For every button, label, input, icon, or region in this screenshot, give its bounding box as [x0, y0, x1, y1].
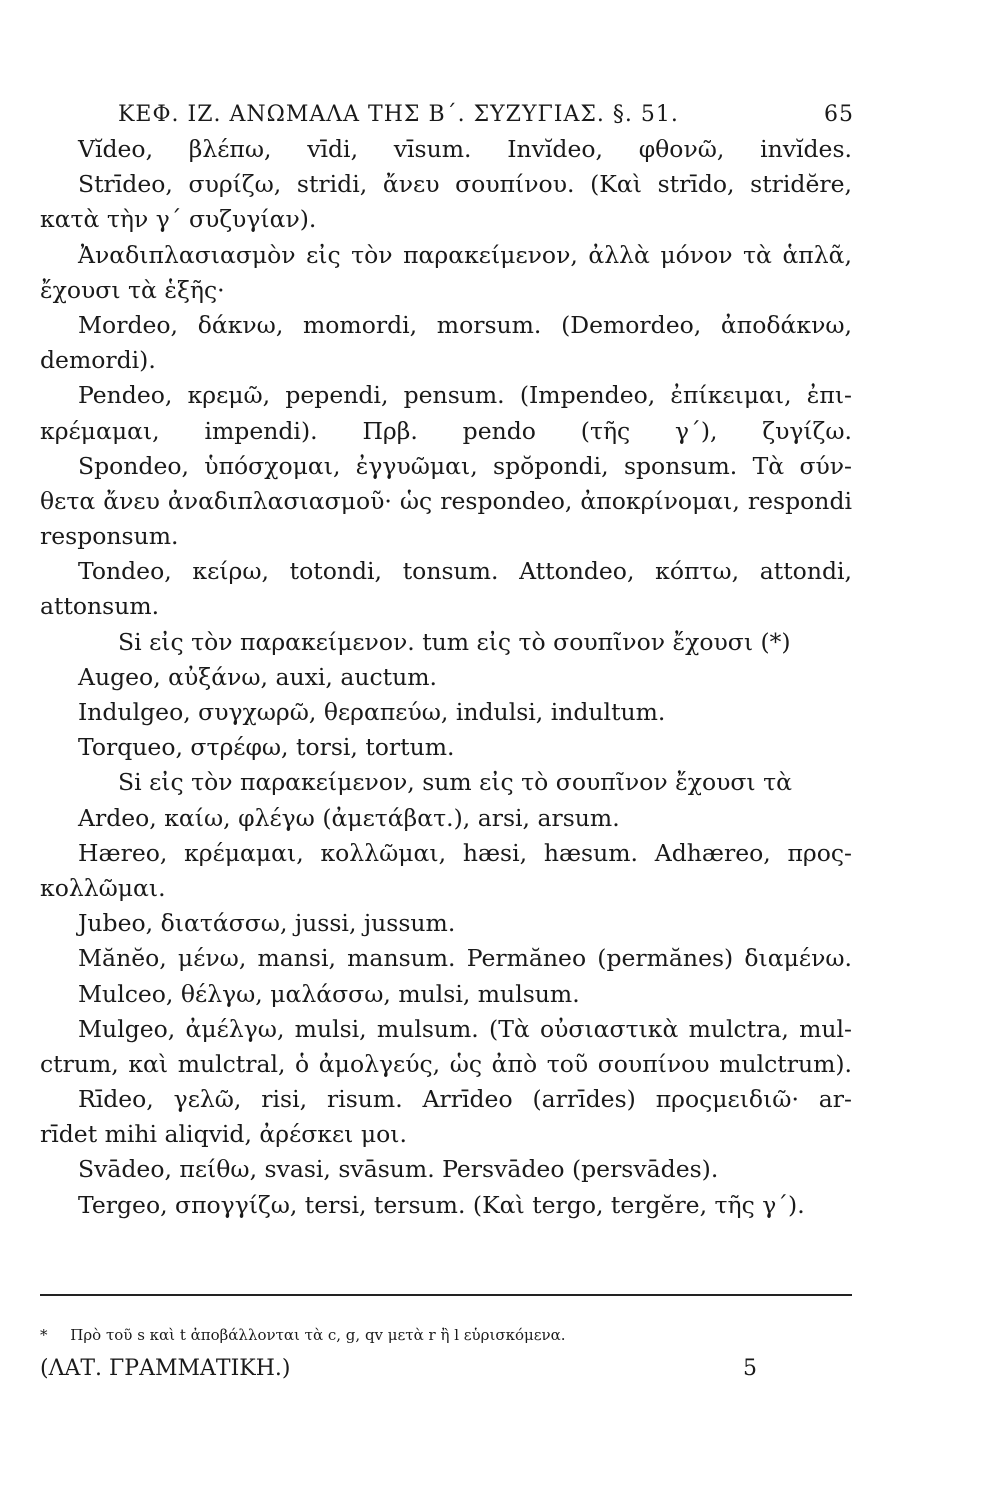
signature-label: (ΛΑΤ. ΓΡΑΜΜΑΤΙΚΗ.) [40, 1356, 291, 1381]
text-line: κολλῶμαι. [40, 873, 166, 902]
text-line: Strīdeo, συρίζω, stridi, ἄνευ σουπίνου. (Καὶ strīdo, stridĕre, [78, 170, 852, 199]
page-number: 65 [824, 102, 854, 127]
text-line: Mulceo, θέλγω, μαλάσσω, mulsi, mulsum. [78, 979, 580, 1008]
text-line: Mănĕo, μένω, mansi, mansum. Permăneo (permănes) διαμένω. [78, 944, 852, 973]
text-line: Augeo, αὐξάνω, auxi, auctum. [78, 662, 437, 691]
text-line: Si εἰς τὸν παρακείμενον, sum εἰς τὸ σουπῖνον ἔχουσι τὰ [118, 768, 792, 797]
text-line: ctrum, καὶ mulctral, ὁ ἀμολγεύς, ὡς ἀπὸ τοῦ σουπίνου mulctrum). [40, 1049, 852, 1078]
text-line: Ardeo, καίω, φλέγω (ἀμετάβατ.), arsi, arsum. [78, 803, 620, 832]
signature-number: 5 [743, 1356, 757, 1381]
text-line: θετα ἄνευ ἀναδιπλασιασμοῦ· ὡς respondeo, ἀποκρίνομαι, respondi [40, 486, 852, 515]
text-line: Vĭdeo, βλέπω, vīdi, vīsum. Invĭdeo, φθονῶ, invĭdes. [78, 135, 852, 163]
text-line: rīdet mihi aliqvid, ἀρέσκει μοι. [40, 1120, 407, 1149]
footnote-marker: * [40, 1326, 48, 1344]
text-line: Indulgeo, συγχωρῶ, θεραπεύω, indulsi, indultum. [78, 698, 666, 726]
text-line: Svādeo, πείθω, svasi, svāsum. Persvādeo (persvādes). [78, 1155, 719, 1184]
text-line: demordi). [40, 346, 156, 375]
text-line: attonsum. [40, 592, 160, 621]
text-line: Hæreo, κρέμαμαι, κολλῶμαι, hæsi, hæsum. Adhæreo, προς- [78, 838, 852, 867]
footnote-rule [40, 1294, 852, 1296]
text-line: κρέμαμαι, impendi). Πρβ. pendo (τῆς γ΄), ζυγίζω. [40, 416, 852, 445]
text-line: Mulgeo, ἀμέλγω, mulsi, mulsum. (Τὰ οὐσιαστικὰ mulctra, mul- [78, 1014, 852, 1043]
text-line: Tondeo, κείρω, totondi, tonsum. Attondeo, κόπτω, attondi, [78, 557, 852, 586]
text-line: Pendeo, κρεμῶ, pependi, pensum. (Impendeo, ἐπίκειμαι, ἐπι- [78, 381, 852, 410]
text-line: Torqueo, στρέφω, torsi, tortum. [78, 733, 455, 762]
text-line: responsum. [40, 522, 179, 551]
body-text [40, 132, 852, 1223]
chapter-heading: ΚΕΦ. ΙΖ. ΑΝΩΜΑΛΑ ΤΗΣ Β΄. ΣΥΖΥΓΙΑΣ. §. 51. [118, 102, 679, 127]
text-line: Ἀναδιπλασιασμὸν εἰς τὸν παρακείμενον, ἀλλὰ μόνον τὰ ἁπλᾶ, [78, 240, 852, 269]
text-line: Tergeo, σπογγίζω, tersi, tersum. (Καὶ tergo, tergĕre, τῆς γ΄). [78, 1190, 805, 1219]
text-line: κατὰ τὴν γ΄ συζυγίαν). [40, 205, 317, 234]
text-line: ἔχουσι τὰ ἑξῆς· [40, 275, 225, 304]
footnote-text: Πρὸ τοῦ s καὶ t ἀποβάλλονται τὰ c, g, qv μετὰ r ἢ l εὑρισκόμενα. [70, 1326, 566, 1344]
text-line: Jubeo, διατάσσω, jussi, jussum. [78, 909, 456, 938]
text-line: Si εἰς τὸν παρακείμενον. tum εἰς τὸ σουπῖνον ἔχουσι (*) [118, 627, 791, 656]
text-line: Spondeo, ὑπόσχομαι, ἐγγυῶμαι, spŏpondi, sponsum. Τὰ σύν- [78, 451, 852, 480]
text-line: Mordeo, δάκνω, momordi, morsum. (Demordeo, ἀποδάκνω, [78, 310, 852, 339]
footnote [40, 1326, 852, 1344]
text-line: Rīdeo, γελῶ, risi, risum. Arrīdeo (arrīdes) προςμειδιῶ· ar- [78, 1085, 852, 1114]
